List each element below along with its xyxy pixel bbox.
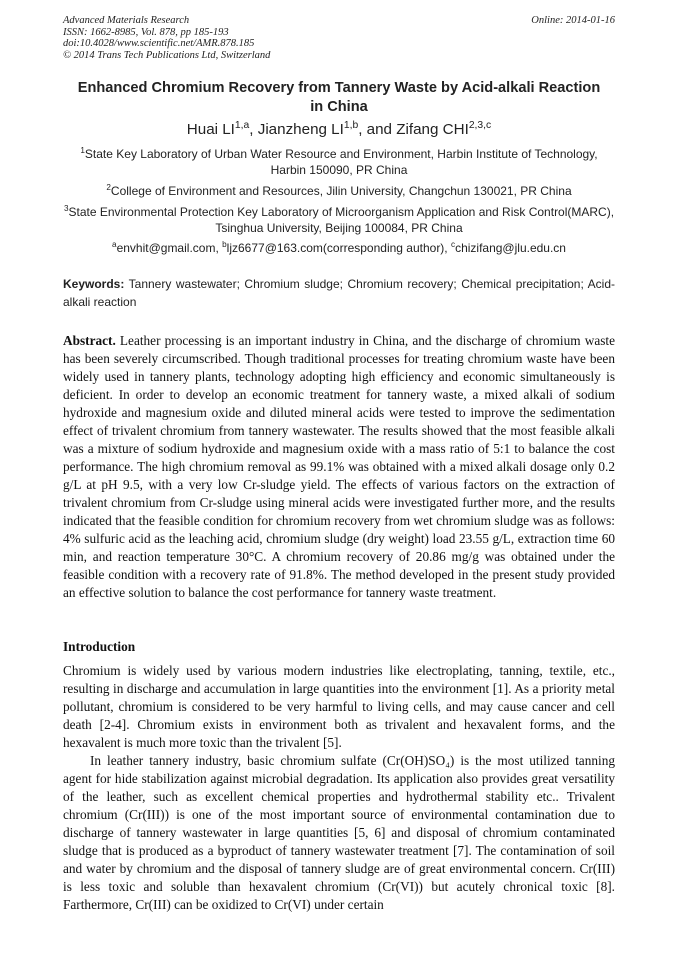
affiliation-1 (63, 147, 615, 179)
author-separator: , and (358, 121, 397, 138)
author-list (63, 120, 615, 139)
affiliation-2 (63, 184, 615, 200)
email-superscript: c (450, 240, 456, 249)
author-emails (63, 241, 615, 257)
abstract (63, 332, 615, 602)
email-address: ljz6677@163.com(corresponding author), (226, 241, 451, 255)
introduction-paragraph: Chromium is widely used by various modern industries like electroplating, tanning, textile, etc., resulting in discharge and accumulation in large quantities into the environment [1]. As a priority metal pollutant, chromium is considered to be very harmful to living cells, and may cause cancer and cell death [2-4]. Chromium exists in environment both as trivalent and hexavalent forms, and the hexavalent is much more toxic than the trivalent [5]. (63, 663, 615, 750)
keywords-text: Tannery wastewater; Chromium sludge; Chromium recovery; Chemical precipitation; Acid-alkali reaction (63, 277, 615, 309)
affiliation-superscript: 2 (106, 183, 111, 192)
online-date: Online: 2014-01-16 (531, 15, 615, 26)
affiliation-text: State Environmental Protection Key Laboratory of Microorganism Application and Risk Control(MARC), Tsinghua University, Beijing 100084, PR China (68, 205, 615, 235)
abstract-label: Abstract. (63, 333, 116, 348)
introduction-paragraph: In leather tannery industry, basic chromium sulfate (Cr(OH)SO₄) is the most utilized tanning agent for hide stabilization against microbial degradation. Its application also provides great versatility of the leather, such as excellent chemical properties and hydrothermal stability etc.. Trivalent chromium (Cr(III)) is one of the most important source of environmental contamination due to discharge of tannery wastewater in large quantities [5, 6] and disposal of chromium contaminated sludge that is produced as a byproduct of tannery wastewater treatment [7]. The contamination of soil and water by chromium and the disposal of tannery sludge are of great environmental concern. Cr(III) is less toxic and soluble than hexavalent chromium (Cr(VI)) but acutely chronical toxic [8]. Farthermore, Cr(III) can be oxidized to Cr(VI) under certain (63, 753, 615, 912)
keywords (63, 275, 615, 311)
journal-header (63, 15, 615, 61)
paper-title: Enhanced Chromium Recovery from Tannery Waste by Acid-alkali Reaction in China (77, 80, 601, 115)
author-separator: , (249, 121, 258, 138)
journal-name: Advanced Materials Research (63, 15, 190, 26)
affiliation-text: College of Environment and Resources, Jilin University, Changchun 130021, PR China (110, 184, 572, 198)
introduction-body (63, 662, 615, 914)
introduction-heading: Introduction (63, 639, 136, 654)
author-name: Huai LI (186, 121, 235, 138)
affiliation-3 (63, 205, 615, 237)
affiliation-superscript: 3 (63, 204, 69, 213)
journal-copyright: © 2014 Trans Tech Publications Ltd, Switzerland (63, 49, 271, 61)
author-superscript: 1,b (343, 119, 359, 131)
author-name: Jianzheng LI (257, 121, 344, 138)
email-superscript: b (222, 240, 227, 249)
author-name: Zifang CHI (396, 121, 469, 138)
email-superscript: a (112, 240, 117, 249)
affiliation-superscript: 1 (80, 146, 85, 155)
affiliation-text: State Key Laboratory of Urban Water Resource and Environment, Harbin Institute of Technology, Harbin 150090, PR China (84, 147, 598, 177)
journal-issn: ISSN: 1662-8985, Vol. 878, pp 185-193 (63, 26, 229, 38)
journal-doi: doi:10.4028/www.scientific.net/AMR.878.185 (63, 38, 255, 50)
author-superscript: 2,3,c (468, 119, 492, 131)
keywords-label: Keywords: (63, 277, 125, 291)
email-address: envhit@gmail.com, (116, 241, 223, 255)
abstract-text: Leather processing is an important industry in China, and the discharge of chromium waste has been severely circumscribed. Though traditional processes for treating chromium waste have been widely used in tannery plants, technology adopting high efficiency and economic simultaneously is deficient. In order to develop an economic treatment for tannery waste, a mixed alkali of sodium hydroxide and magnesium oxide and diluted mineral acids were tested to improve the sedimentation effect of trivalent chromium from tannery wastewater. The results showed that the most feasible alkali was a mixture of sodium hydroxide and magnesium oxide with a mass ratio of 5:1 to balance the cost performance. The high chromium removal as 99.1% was obtained with a mixed alkali dosage only 0.2 g/L at pH 9.5, with a very low Cr-sludge yield. The effects of various factors on the extraction of trivalent chromium from Cr-sludge using mineral acids were investigated further more, and the results indicated that the feasible condition for chromium recovery from wet chromium sludge was as follows: 4% sulfuric acid as the leaching acid, chromium sludge (dry weight) load 23.55 g/L, extraction time 60 min, and reaction temperature 30°C. A chromium recovery of 20.86 mg/g was obtained under the feasible condition with a recovery rate of 91.8%. The method developed in the present study provided an effective solution to balance the cost performance for tannery waste treatment. (63, 333, 615, 600)
author-superscript: 1,a (234, 119, 250, 131)
email-address: chizifang@jlu.edu.cn (455, 241, 566, 255)
